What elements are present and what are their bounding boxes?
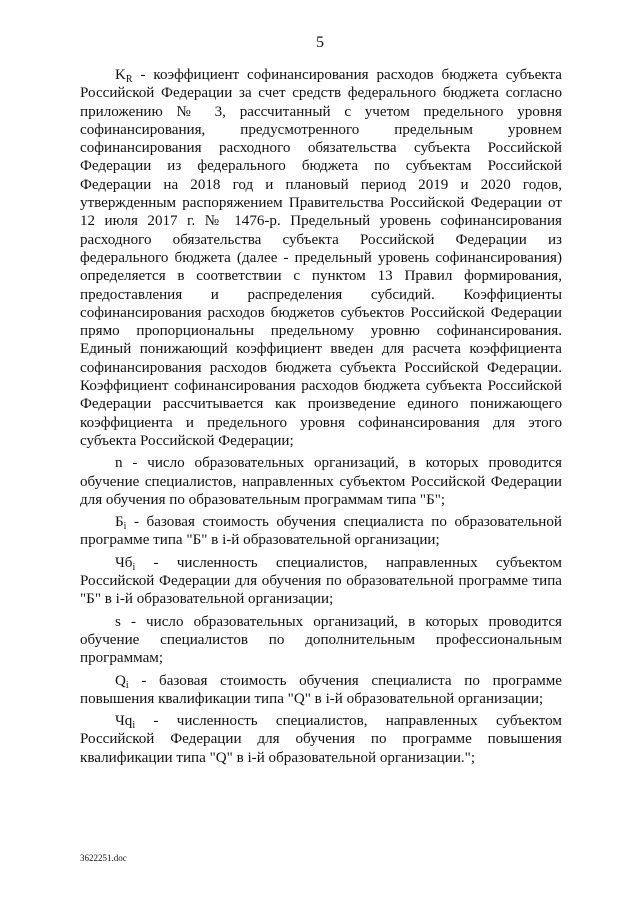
paragraph-b-i [80, 513, 562, 550]
symbol: Чб [115, 554, 133, 571]
paragraph-s [80, 613, 562, 668]
document-body [80, 66, 562, 771]
document-file-code: 3622251.doc [80, 853, 127, 863]
paragraph-chq-i [80, 712, 562, 767]
paragraph-coefficient-kr [80, 66, 562, 450]
symbol-subscript: i [123, 521, 127, 533]
symbol-subscript: i [125, 679, 129, 691]
paragraph-chb-i [80, 554, 562, 609]
symbol: Q [115, 672, 126, 689]
paragraph-text: - базовая стоимость обучения специалиста по программе повышения квалификации типа "Q" в i-й образовательной организации; [80, 672, 562, 707]
symbol: n [115, 455, 123, 472]
paragraph-n [80, 454, 562, 509]
paragraph-text: - численность специалистов, направленных субъектом Российской Федерации для обучения по образовательной программе типа "Б" в i-й образовательной организации; [80, 554, 562, 608]
paragraph-text: - численность специалистов, направленных субъектом Российской Федерации для обучения по программе повышения квалификации типа "Q" в i-й образовательной организации."; [80, 713, 562, 766]
page-number: 5 [316, 34, 324, 51]
symbol-subscript: i [132, 561, 136, 573]
paragraph-text: - число образовательных организаций, в которых проводится обучение специалистов по дополнительным профессиональным программам; [80, 613, 562, 667]
paragraph-text: - число образовательных организаций, в которых проводится обучение специалистов, направленных субъектом Российской Федерации для обучения по образовательным программам типа "Б"; [80, 455, 562, 508]
paragraph-text: - коэффициент софинансирования расходов бюджета субъекта Российской Федерации за счет средств федерального бюджета согласно приложению № 3, рассчитанный с учетом предельного уровня софинансирования, предусмотренного предельным уровнем софинансирования расходного обязательства субъекта Российской Федерации из федерального бюджета по субъектам Российской Федерации на 2018 год и плановый период 2019 и 2020 годов, утвержденным распоряжением Правительства Российской Федерации от 12 июля 2017 г. № 1476-р. Предельный уровень софинансирования расходного обязательства субъекта Российской Федерации из федерального бюджета (далее - предельный уровень софинансирования) определяется в соответствии с пунктом 13 Правил формирования, предоставления и распределения субсидий. Коэффициенты софинансирования расходов бюджетов субъектов Российской Федерации прямо пропорциональны предельному уровню софинансирования. Единый понижающий коэффициент введен для расчета коэффициента софинансирования расходов бюджета субъекта Российской Федерации. Коэффициент софинансирования расходов бюджета субъекта Российской Федерации рассчитывается как произведение единого понижающего коэффициента и предельного уровня софинансирования для этого субъекта Российской Федерации; [80, 67, 562, 449]
symbol-subscript: i [132, 720, 136, 732]
symbol-subscript: R [125, 74, 133, 85]
symbol: s [115, 613, 121, 630]
paragraph-text: - базовая стоимость обучения специалиста по образовательной программе типа "Б" в i-й образовательной организации; [80, 514, 562, 549]
symbol: K [115, 67, 126, 83]
symbol: Чq [115, 713, 133, 730]
paragraph-q-i [80, 672, 562, 709]
symbol: Б [115, 514, 124, 531]
